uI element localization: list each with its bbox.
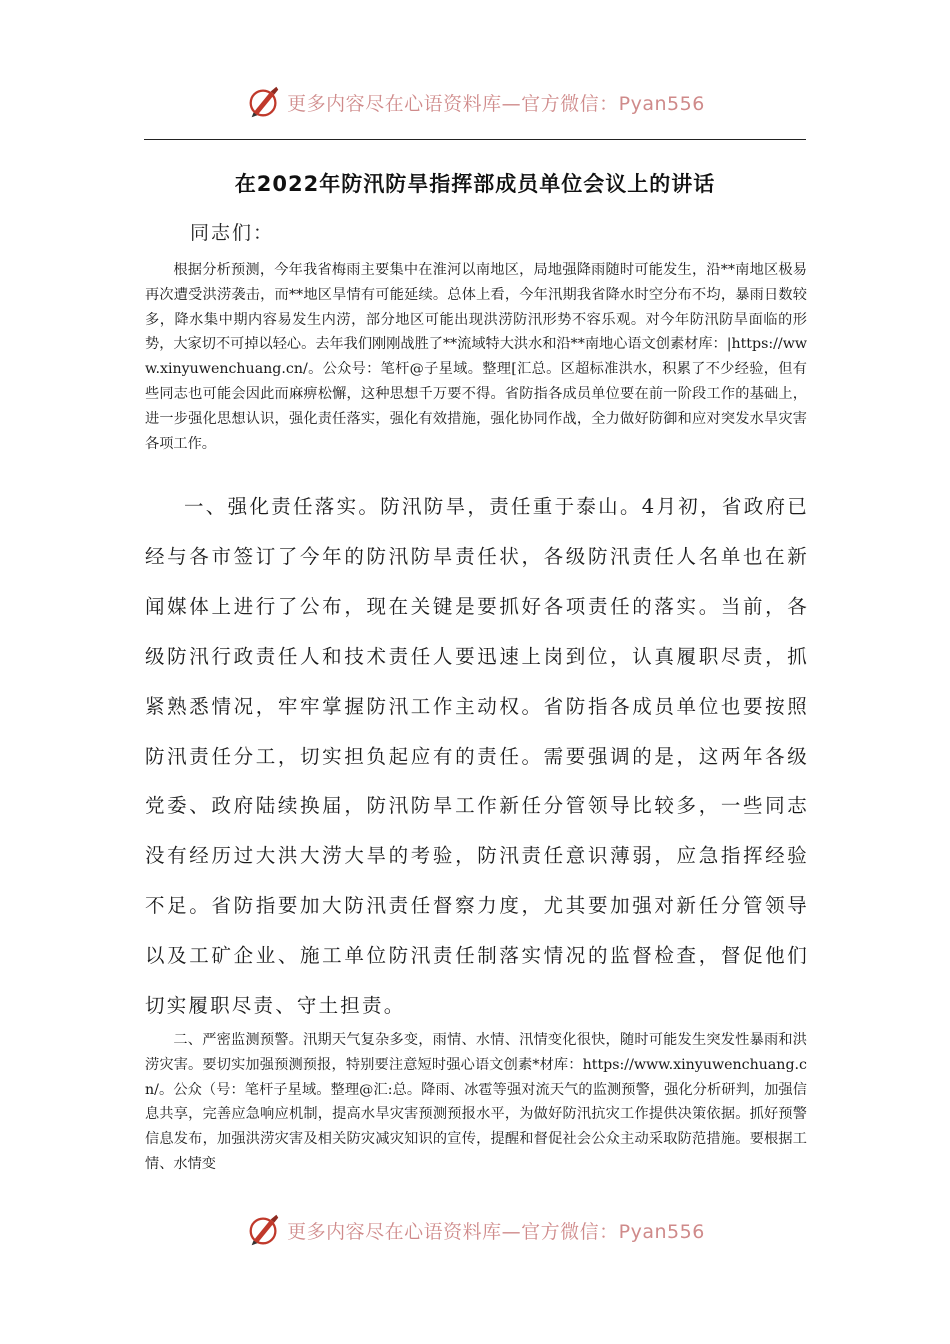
- pen-logo-icon: [245, 1211, 283, 1249]
- header-banner: [0, 82, 950, 122]
- paragraph-section-1: 一、强化责任落实。防汛防旱，责任重于泰山。4月初，省政府已经与各市签订了今年的防汛防旱责任状，各级防汛责任人名单也在新闻媒体上进行了公布，现在关键是要抓好各项责任的落实。当前，各级防汛行政责任人和技术责任人要迅速上岗到位，认真履职尽责，抓紧熟悉情况，牢牢掌握防汛工作主动权。省防指各成员单位也要按照防汛责任分工，切实担负起应有的责任。需要强调的是，这两年各级党委、政府陆续换届，防汛防旱工作新任分管领导比较多，一些同志没有经历过大洪大涝大旱的考验，防汛责任意识薄弱，应急指挥经验不足。省防指要加大防汛责任督察力度，尤其要加强对新任分管领导以及工矿企业、施工单位防汛责任制落实情况的监督检查，督促他们切实履职尽责、守土担责。: [145, 495, 809, 1018]
- paragraph-intro: 根据分析预测，今年我省梅雨主要集中在淮河以南地区，局地强降雨随时可能发生，沿**南地区极易再次遭受洪涝袭击，而**地区旱情有可能延续。总体上看，今年汛期我省降水时空分布不均，暴雨日数较多，降水集中期内容易发生内涝，部分地区可能出现洪涝防汛形势不容乐观。对今年防汛防旱面临的形势，大家切不可掉以轻心。去年我们刚刚战胜了**流域特大洪水和沿**南地心语文创素材库：|https://www.xinyuwenchuang.cn/。公众号：笔杆@子星域。整理[汇总。区超标准洪水，积累了不少经验，但有些同志也可能会因此而麻痹松懈，这种思想千万要不得。省防指各成员单位要在前一阶段工作的基础上，进一步强化思想认识，强化责任落实，强化有效措施，强化协同作战，全力做好防御和应对突发水旱灾害各项工作。: [145, 262, 808, 452]
- footer-banner: [0, 1210, 950, 1250]
- document-title: 在2022年防汛防旱指挥部成员单位会议上的讲话: [234, 172, 716, 196]
- header-divider: [144, 139, 806, 140]
- header-banner-text: 更多内容尽在心语资料库—官方微信：Pyan556: [287, 92, 705, 115]
- pen-logo-icon: [245, 83, 283, 121]
- paragraph-section-2: 二、严密监测预警。汛期天气复杂多变，雨情、水情、汛情变化很快，随时可能发生突发性暴雨和洪涝灾害。要切实加强预测预报，特别要注意短时强心语文创素*材库：https://www.xinyuwenchuang.cn/。公众（号：笔杆子星域。整理@汇:总。降雨、冰雹等强对流天气的监测预警，强化分析研判，加强信息共享，完善应急响应机制，提高水旱灾害预测预报水平，为做好防汛抗灾工作提供决策依据。抓好预警信息发布，加强洪涝灾害及相关防灾减灾知识的宣传，提醒和督促社会公众主动采取防范措施。要根据工情、水情变: [145, 1032, 807, 1172]
- greeting: 同志们：: [190, 222, 275, 244]
- footer-banner-text: 更多内容尽在心语资料库—官方微信：Pyan556: [287, 1220, 705, 1243]
